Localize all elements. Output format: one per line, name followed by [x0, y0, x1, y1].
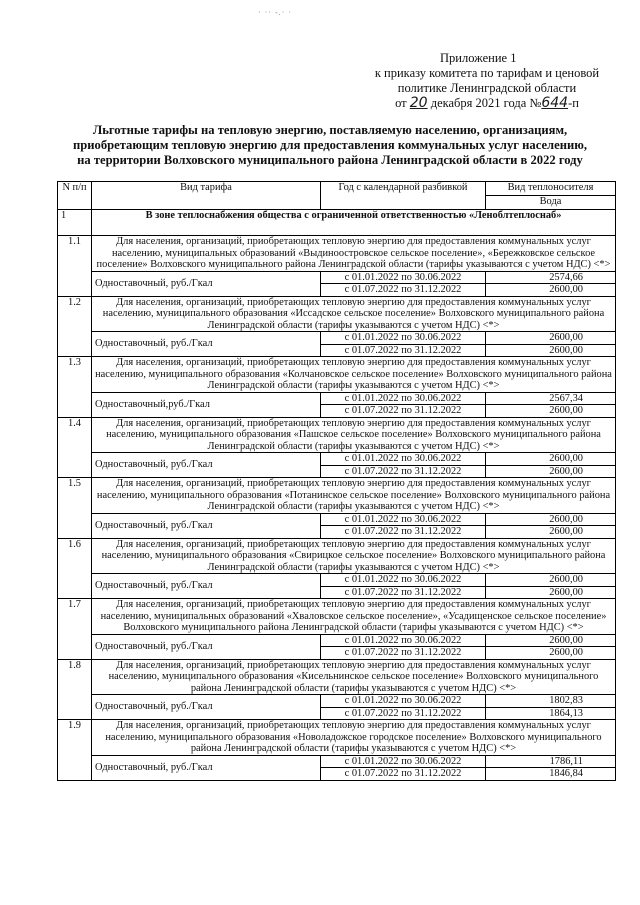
section-num: 1.2: [58, 296, 92, 357]
section-row: [58, 538, 616, 574]
section-row: [58, 478, 616, 514]
period-cell: с 01.01.2022 по 30.06.2022: [321, 392, 486, 405]
price-cell: 2600,00: [486, 465, 616, 478]
price-cell: 2600,00: [486, 453, 616, 466]
period-cell: с 01.07.2022 по 31.12.2022: [321, 647, 486, 660]
section-num: 1.8: [58, 659, 92, 720]
period-cell: с 01.07.2022 по 31.12.2022: [321, 526, 486, 539]
price-cell: 2600,00: [486, 647, 616, 660]
tariff-type-label: Одноставочный, руб./Гкал: [92, 634, 321, 659]
zone-num: 1: [58, 210, 92, 236]
section-description: Для населения, организаций, приобретающих тепловую энергию для предоставления коммунальных услуг населению, муниципального образования «Иссадское сельское поселение» Волховского муниципального района Ленинградской области (тарифы указываются с учетом НДС) <*>: [92, 296, 616, 332]
tariff-period-row: [58, 755, 616, 768]
section-row: [58, 720, 616, 756]
tariff-type-label: Одноставочный, руб./Гкал: [92, 695, 321, 720]
section-row: [58, 599, 616, 635]
tariff-type-label: Одноставочный, руб./Гкал: [92, 755, 321, 780]
tariff-type-label: Одноставочный, руб./Гкал: [92, 332, 321, 357]
tariff-period-row: [58, 271, 616, 284]
section-row: [58, 659, 616, 695]
section-num: 1.9: [58, 720, 92, 781]
period-cell: с 01.07.2022 по 31.12.2022: [321, 586, 486, 599]
section-num: 1.4: [58, 417, 92, 478]
period-cell: с 01.01.2022 по 30.06.2022: [321, 332, 486, 345]
price-cell: 2600,00: [486, 344, 616, 357]
header-tariff-type: Вид тарифа: [92, 182, 321, 210]
document-title: Льготные тарифы на тепловую энергию, поставляемую населению, организациям, приобретающим тепловую энергию для предоставления коммунальных услуг населению, на территории Волховского муниципального района Ленинградской области в 2022 году: [73, 123, 587, 167]
period-cell: с 01.01.2022 по 30.06.2022: [321, 513, 486, 526]
section-num: 1.6: [58, 538, 92, 599]
section-description: Для населения, организаций, приобретающих тепловую энергию для предоставления коммунальных услуг населению, муниципального образования «Потанинское сельское поселение» Волховского муниципального района Ленинградской области (тарифы указываются с учетом НДС) <*>: [92, 478, 616, 514]
tariff-period-row: [58, 695, 616, 708]
tariff-table: [57, 181, 616, 781]
section-description: Для населения, организаций, приобретающих тепловую энергию для предоставления коммунальных услуг населению, муниципальных образований «Хваловское сельское поселение», «Усадищенское сельское поселение» Волховского муниципального района Ленинградской области (тарифы указываются с учетом НДС) <*>: [92, 599, 616, 635]
scan-speck: · ·· -.· ·: [258, 8, 292, 17]
section-row: [58, 357, 616, 393]
section-num: 1.1: [58, 236, 92, 297]
period-cell: с 01.07.2022 по 31.12.2022: [321, 465, 486, 478]
header-carrier-water: Вода: [486, 196, 616, 210]
tariff-period-row: [58, 513, 616, 526]
tariff-type-label: Одноставочный, руб./Гкал: [92, 271, 321, 296]
price-cell: 2600,00: [486, 634, 616, 647]
section-description: Для населения, организаций, приобретающих тепловую энергию для предоставления коммунальных услуг населению, муниципальных образований «Выдиноостровское сельское поселение», «Бережковское сельское поселение» Волховского муниципального района Ленинградской области (тарифы указываются с учетом НДС) <*>: [92, 236, 616, 272]
tariff-period-row: [58, 332, 616, 345]
zone-text: В зоне теплоснабжения общества с ограниченной ответственностью «Леноблтеплоснаб»: [92, 210, 616, 236]
period-cell: с 01.07.2022 по 31.12.2022: [321, 768, 486, 781]
price-cell: 2567,34: [486, 392, 616, 405]
appendix-line: политике Ленинградской области: [397, 81, 577, 95]
period-cell: с 01.01.2022 по 30.06.2022: [321, 574, 486, 587]
price-cell: 2600,00: [486, 513, 616, 526]
period-cell: с 01.01.2022 по 30.06.2022: [321, 271, 486, 284]
period-cell: с 01.07.2022 по 31.12.2022: [321, 405, 486, 418]
period-cell: с 01.07.2022 по 31.12.2022: [321, 284, 486, 297]
tariff-type-label: Одноставочный,руб./Гкал: [92, 392, 321, 417]
section-row: [58, 236, 616, 272]
header-year: Год с календарной разбивкой: [321, 182, 486, 210]
section-row: [58, 417, 616, 453]
section-num: 1.5: [58, 478, 92, 539]
price-cell: 2600,00: [486, 332, 616, 345]
appendix-date-line: от 20 декабря 2021 года №644-п: [395, 95, 579, 111]
section-description: Для населения, организаций, приобретающих тепловую энергию для предоставления коммунальных услуг населению, муниципального образования «Колчановское сельское поселение» Волховского муниципального района Ленинградской области (тарифы указываются с учетом НДС) <*>: [92, 357, 616, 393]
section-description: Для населения, организаций, приобретающих тепловую энергию для предоставления коммунальных услуг населению, муниципального образования «Свирицкое сельское поселение» Волховского муниципального района Ленинградской области (тарифы указываются с учетом НДС) <*>: [92, 538, 616, 574]
section-num: 1.3: [58, 357, 92, 418]
appendix-line: к приказу комитета по тарифам и ценовой: [374, 66, 600, 80]
section-row: [58, 296, 616, 332]
price-cell: 2600,00: [486, 405, 616, 418]
tariff-period-row: [58, 574, 616, 587]
period-cell: с 01.01.2022 по 30.06.2022: [321, 634, 486, 647]
price-cell: 1864,13: [486, 707, 616, 720]
header-num: N п/п: [58, 182, 92, 210]
period-cell: с 01.01.2022 по 30.06.2022: [321, 453, 486, 466]
price-cell: 1802,83: [486, 695, 616, 708]
appendix-title: Приложение 1: [440, 51, 517, 65]
tariff-type-label: Одноставочный, руб./Гкал: [92, 453, 321, 478]
price-cell: 2600,00: [486, 526, 616, 539]
period-cell: с 01.07.2022 по 31.12.2022: [321, 707, 486, 720]
section-num: 1.7: [58, 599, 92, 660]
table-header-row: [58, 182, 616, 196]
tariff-type-label: Одноставочный, руб./Гкал: [92, 513, 321, 538]
header-carrier: Вид теплоносителя: [486, 182, 616, 196]
price-cell: 1846,84: [486, 768, 616, 781]
period-cell: с 01.07.2022 по 31.12.2022: [321, 344, 486, 357]
tariff-type-label: Одноставочный, руб./Гкал: [92, 574, 321, 599]
zone-row: [58, 210, 616, 236]
period-cell: с 01.01.2022 по 30.06.2022: [321, 695, 486, 708]
section-description: Для населения, организаций, приобретающих тепловую энергию для предоставления коммунальных услуг населению, муниципального образования «Новоладожское городское поселение» Волховского муниципального района Ленинградской области (тарифы указываются с учетом НДС) <*>: [92, 720, 616, 756]
tariff-period-row: [58, 392, 616, 405]
price-cell: 1786,11: [486, 755, 616, 768]
price-cell: 2600,00: [486, 284, 616, 297]
section-description: Для населения, организаций, приобретающих тепловую энергию для предоставления коммунальных услуг населению, муниципального образования «Пашское сельское поселение» Волховского муниципального района Ленинградской области (тарифы указываются с учетом НДС) <*>: [92, 417, 616, 453]
tariff-period-row: [58, 453, 616, 466]
handwritten-order-number: 644: [541, 95, 569, 111]
period-cell: с 01.01.2022 по 30.06.2022: [321, 755, 486, 768]
section-description: Для населения, организаций, приобретающих тепловую энергию для предоставления коммунальных услуг населению, муниципального образования «Кисельнинское сельское поселение» Волховского муниципального района Ленинградской области (тарифы указываются с учетом НДС) <*>: [92, 659, 616, 695]
appendix-header: [362, 51, 612, 111]
handwritten-day: 20: [409, 95, 428, 111]
price-cell: 2574,66: [486, 271, 616, 284]
tariff-period-row: [58, 634, 616, 647]
price-cell: 2600,00: [486, 574, 616, 587]
price-cell: 2600,00: [486, 586, 616, 599]
